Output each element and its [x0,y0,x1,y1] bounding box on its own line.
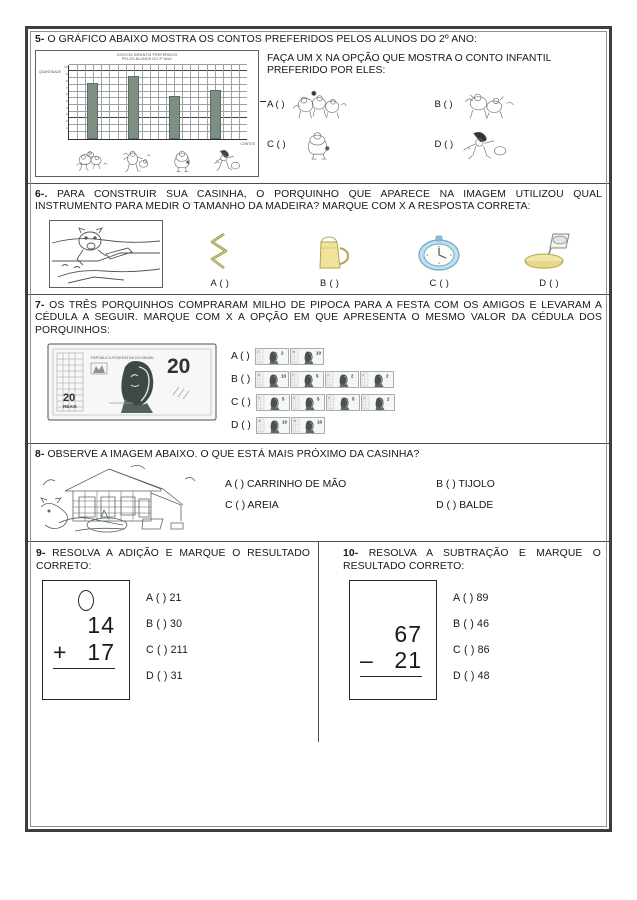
option-d-value: BALDE [459,500,494,512]
question-6-text [35,189,602,214]
question-10-number: 10- [343,548,359,560]
option-b-label: B ( ) [436,479,459,491]
option-a-value: CARRINHO DE MÃO [246,479,347,491]
option-b-value: 30 [170,618,183,631]
chart-y-tick: 2 [65,119,68,124]
question-6-number: 6-. [35,188,48,200]
question-5-option-c[interactable] [267,125,435,165]
chart-y-tick: 5 [65,98,68,103]
option-c-value: AREIA [247,500,279,512]
option-d-value: 48 [477,670,490,683]
clock-icon [415,228,463,276]
chart-y-tick: 10 [64,65,68,70]
subtraction-box [349,580,437,700]
subtraction-operand-1: 67 [394,621,422,648]
option-d-label: D ( ) [539,276,559,288]
option-c-label: C ( ) [231,396,251,408]
addition-line [53,639,115,669]
fairy-tale-scene-b-icon [457,88,515,122]
banknote-group [255,371,394,388]
question-8-number: 8- [35,448,45,460]
svg-text:5: 5 [292,374,294,377]
question-5-dash [260,101,266,102]
option-d-label: D ( ) [231,419,251,431]
svg-text:10: 10 [281,419,287,425]
question-9-option-a[interactable] [146,592,310,618]
question-7-number: 7- [35,299,45,311]
banknote-2 [255,348,289,365]
svg-text:2: 2 [362,374,364,377]
folding-ruler-icon [200,228,240,276]
chart-y-tick: 1 [65,125,68,130]
addition-operand-1: 14 [87,612,115,639]
option-a-label: A ( ) [146,592,167,605]
question-5 [28,29,609,184]
banknote-2 [325,371,359,388]
worksheet-page [25,26,612,832]
banknote-value-large: 20 [167,354,191,378]
option-d-label: D ( ) [146,670,168,683]
question-10-option-b[interactable] [453,618,601,644]
question-6-options [35,220,602,288]
question-9-statement: RESOLVA A ADIÇÃO E MARQUE O RESULTADO CORRETO: [36,548,310,572]
subtraction-operand-2: 21 [394,647,422,674]
chart-y-tick: 9 [65,72,68,77]
subtraction-sign: – [360,647,374,674]
chart-title-line2: PELOS ALUNOS DO 2º ANO [121,57,173,62]
svg-text:2: 2 [280,350,284,356]
option-c-label: C ( ) [225,500,248,512]
chart-y-tick: 8 [65,78,68,83]
question-6-option-d[interactable] [496,228,602,288]
svg-text:5: 5 [293,397,295,400]
option-a-label: A ( ) [231,350,250,362]
option-a-value: 21 [169,592,182,605]
question-8-option-d[interactable] [436,500,602,521]
question-7-options [231,343,602,437]
svg-text:2: 2 [351,373,354,379]
tale-illustration-3 [165,147,199,174]
option-a-value: 89 [476,592,489,605]
chart-y-tick: 6 [65,92,68,97]
question-5-option-b[interactable] [435,85,603,125]
addition-operand-2: 17 [87,639,115,666]
question-7-statement: OS TRÊS PORQUINHOS COMPRARAM MILHO DE PIPOCA PARA A FESTA COM OS AMIGOS E LEVARAM A CÉDULA A SEGUIR. MARQUE COM X A OPÇÃO EM QUE APRESENTA O MESMO VALOR DA CÉDULA DOS PORQUINHOS: [35,299,602,336]
chart-y-tick: 4 [65,105,68,110]
option-a-label: A ( ) [225,479,247,491]
option-b-value: 46 [477,618,490,631]
svg-text:2: 2 [363,397,365,400]
banknote-currency: REAIS [63,403,77,409]
question-7 [28,295,609,444]
svg-text:10: 10 [293,420,296,423]
banknote-group [255,348,324,365]
question-8-statement: OBSERVE A IMAGEM ABAIXO. O QUE ESTÁ MAIS PRÓXIMO DA CASINHA? [47,448,420,460]
question-6-statement: PARA CONSTRUIR SUA CASINHA, O PORQUINHO QUE APARECE NA IMAGEM UTILIZOU QUAL INSTRUMENTO PARA MEDIR O TAMANHO DA MADEIRA? MARQUE COM X A RESPOSTA CORRETA: [35,188,602,213]
option-b-label: B ( ) [146,618,168,631]
option-a-label: A ( ) [453,592,474,605]
chart-bar [128,76,139,139]
banknote-10 [256,417,290,434]
banknote-20-reais [47,343,217,421]
question-9 [28,542,319,742]
question-5-text [35,34,602,47]
banknote-10 [291,417,325,434]
question-6-option-b[interactable] [277,228,383,288]
question-10-statement: RESOLVA A SUBTRAÇÃO E MARQUE O RESULTADO CORRETO: [343,548,601,572]
addition-sign: + [53,639,68,666]
option-b-label: B ( ) [434,99,453,111]
option-b-label: B ( ) [231,373,251,385]
banknote-10 [290,348,324,365]
question-8 [28,444,609,543]
scale-icon [523,228,575,276]
option-b-value: TIJOLO [458,479,495,491]
banknote-5 [290,371,324,388]
fairy-tale-scene-c-icon [290,128,348,162]
tale-illustration-1 [74,147,108,174]
svg-text:5: 5 [281,396,285,402]
question-9-options [130,580,310,700]
option-a-label: A ( ) [267,99,285,111]
question-9-number: 9- [36,548,46,560]
tale-illustration-2 [119,147,153,174]
question-5-options [267,85,602,165]
svg-text:2: 2 [257,351,259,354]
option-c-value: 86 [477,644,490,657]
question-8-option-c[interactable] [225,500,436,521]
option-d-label: D ( ) [436,500,460,512]
svg-text:2: 2 [327,374,329,377]
option-d-label: D ( ) [453,670,475,683]
addition-box [42,580,130,700]
chart-bars [69,65,247,139]
subtraction-line [360,647,422,677]
svg-text:5: 5 [328,397,330,400]
option-c-label: C ( ) [267,139,286,151]
option-c-label: C ( ) [146,644,168,657]
question-5-option-d[interactable] [435,125,603,165]
chart-title [36,53,258,62]
fairy-tale-scene-d-icon [457,128,515,162]
question-9-option-d[interactable] [146,670,310,696]
banknote-5 [291,394,325,411]
banknote-value-small: 20 [63,391,76,404]
question-7-option-d[interactable] [231,414,602,437]
svg-text:2: 2 [386,396,390,402]
chart-bar [169,96,180,138]
option-c-label: C ( ) [429,276,450,288]
banknote-2 [361,394,395,411]
carry-mark [78,590,94,611]
question-5-instruction: FAÇA UM X NA OPÇÃO QUE MOSTRA O CONTO INFANTIL PREFERIDO POR ELES: [267,52,552,77]
svg-text:10: 10 [292,351,295,354]
bar-chart [35,50,259,177]
question-6 [28,184,609,295]
chart-bar [210,90,221,139]
option-c-label: C ( ) [453,644,475,657]
question-8-options [225,463,602,535]
question-9-text [36,548,310,573]
banknote-header: REPÚBLICA FEDERATIVA DO BRASIL [91,355,155,360]
question-10 [319,542,609,742]
banknote-10 [255,371,289,388]
question-5-right-column [267,47,602,177]
svg-text:5: 5 [316,373,319,379]
question-8-text [35,449,602,462]
questions-9-10-row [28,542,609,742]
option-a-label: A ( ) [210,276,230,288]
banknote-5 [256,394,290,411]
svg-text:5: 5 [351,396,355,402]
fairy-tale-scene-a-icon [289,88,347,122]
question-9-option-b[interactable] [146,618,310,644]
chart-plot-area [64,65,247,140]
option-d-value: 31 [170,670,183,683]
chart-x-axis-label: CONTOS [240,141,255,146]
question-10-options [437,580,601,700]
banknote-2 [360,371,394,388]
svg-text:10: 10 [281,373,287,379]
question-7-option-c[interactable] [231,391,602,414]
option-b-label: B ( ) [453,618,475,631]
banknote-group [256,394,395,411]
question-6-option-c[interactable] [387,228,493,288]
tale-illustration-4 [210,147,244,174]
question-5-option-a[interactable] [267,85,435,125]
svg-text:10: 10 [257,374,260,377]
banknote-group [256,417,325,434]
question-10-option-a[interactable] [453,592,601,618]
house-with-pig-image [35,463,215,535]
question-8-option-b[interactable] [436,479,602,500]
chart-y-axis-label: QUANTIDADE [39,69,62,74]
question-5-number: 5- [35,34,45,45]
option-c-value: 211 [170,644,189,657]
pig-sawing-image [49,220,163,288]
option-d-label: D ( ) [434,139,454,151]
chart-title-line1: CONTOS INFANTIS PREFERIDOS [116,52,178,57]
chart-y-tick: 3 [65,112,68,117]
svg-text:10: 10 [258,420,261,423]
svg-text:10: 10 [316,419,322,425]
question-7-option-a[interactable] [231,345,602,368]
svg-text:5: 5 [316,396,320,402]
question-6-option-a[interactable] [167,228,273,288]
svg-text:5: 5 [258,397,260,400]
question-9-option-c[interactable] [146,644,310,670]
banknote-5 [326,394,360,411]
question-5-statement: O GRÁFICO ABAIXO MOSTRA OS CONTOS PREFERIDOS PELOS ALUNOS DO 2º ANO: [47,34,478,45]
question-8-option-a[interactable] [225,479,436,500]
chart-category-illustrations [68,146,250,174]
svg-text:2: 2 [386,373,389,379]
question-7-text [35,300,602,338]
option-b-label: B ( ) [320,276,340,288]
pitcher-icon [308,228,352,276]
chart-bar [87,83,98,139]
chart-y-tick: 7 [65,85,68,90]
question-7-option-b[interactable] [231,368,602,391]
question-10-option-c[interactable] [453,644,601,670]
question-10-option-d[interactable] [453,670,601,696]
question-10-text [327,548,601,573]
svg-text:10: 10 [315,350,321,356]
